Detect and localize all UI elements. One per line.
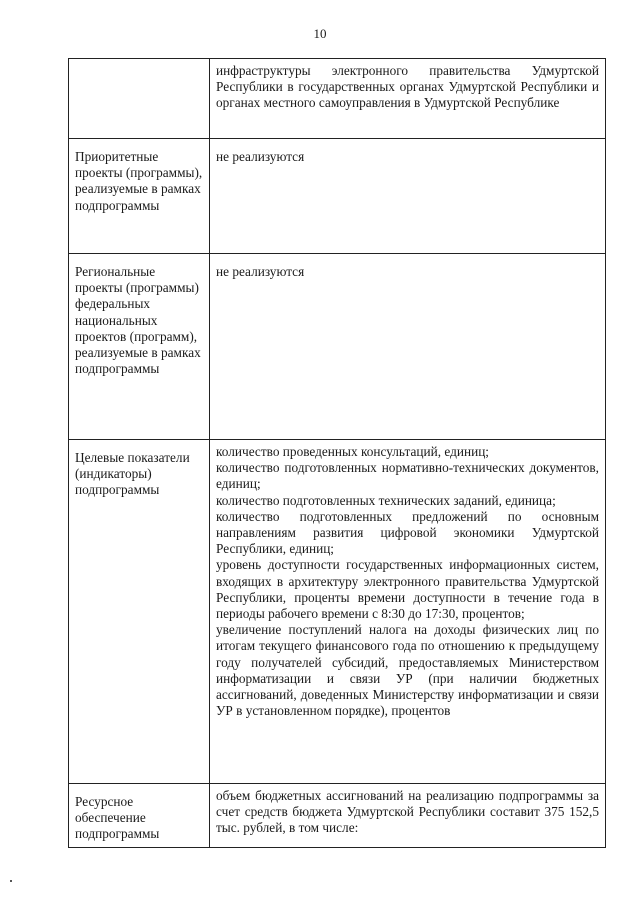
indicator-item: количество подготовленных нормативно-технических документов, единиц; bbox=[216, 460, 599, 492]
row-label: Ресурсное обеспечение подпрограммы bbox=[69, 784, 210, 848]
row-label bbox=[69, 59, 210, 139]
indicator-item: уровень доступности государственных информационных систем, входящих в архитектуру электронного правительства Удмуртской Республики, проценты времени доступности в течение года в периоды рабочего времени с 8:30 до 17:30, процентов; bbox=[216, 557, 599, 622]
table-row bbox=[69, 784, 606, 848]
row-value: объем бюджетных ассигнований на реализацию подпрограммы за счет средств бюджета Удмуртской Республики составит 375 152,5 тыс. рублей, в том числе: bbox=[210, 784, 606, 848]
table-row bbox=[69, 440, 606, 784]
page-number: 10 bbox=[313, 26, 327, 41]
row-label: Приоритетные проекты (программы), реализуемые в рамках подпрограммы bbox=[69, 139, 210, 254]
indicator-item: количество подготовленных технических заданий, единица; bbox=[216, 492, 556, 508]
row-label: Региональные проекты (программы) федеральных национальных проектов (программ), реализуемые в рамках подпрограммы bbox=[69, 254, 210, 440]
indicator-item: количество подготовленных предложений по основным направлениям развития цифровой экономики Удмуртской Республики, единиц; bbox=[216, 508, 599, 557]
table-row bbox=[69, 139, 606, 254]
row-value: не реализуются bbox=[210, 254, 606, 440]
row-value-list bbox=[210, 440, 606, 784]
table-row bbox=[69, 59, 606, 139]
row-value: инфраструктуры электронного правительства Удмуртской Республики в государственных органах Удмуртской Республики и органах местного самоуправления в Удмуртской Республике bbox=[210, 59, 606, 139]
scan-speck bbox=[10, 880, 12, 882]
indicator-item: увеличение поступлений налога на доходы физических лиц по итогам текущего финансового года по отношению к предыдущему году получателей субсидий, предоставляемых Министерством информатизации и связи УР (при наличии бюджетных ассигнований, доведенных Министерству информатизации и связи УР в установленном порядке), процентов bbox=[216, 622, 599, 719]
row-label: Целевые показатели (индикаторы) подпрограммы bbox=[69, 440, 210, 784]
row-value: не реализуются bbox=[210, 139, 606, 254]
indicator-item: количество проведенных консультаций, единиц; bbox=[216, 444, 490, 459]
table-row bbox=[69, 254, 606, 440]
passport-table bbox=[68, 58, 606, 848]
